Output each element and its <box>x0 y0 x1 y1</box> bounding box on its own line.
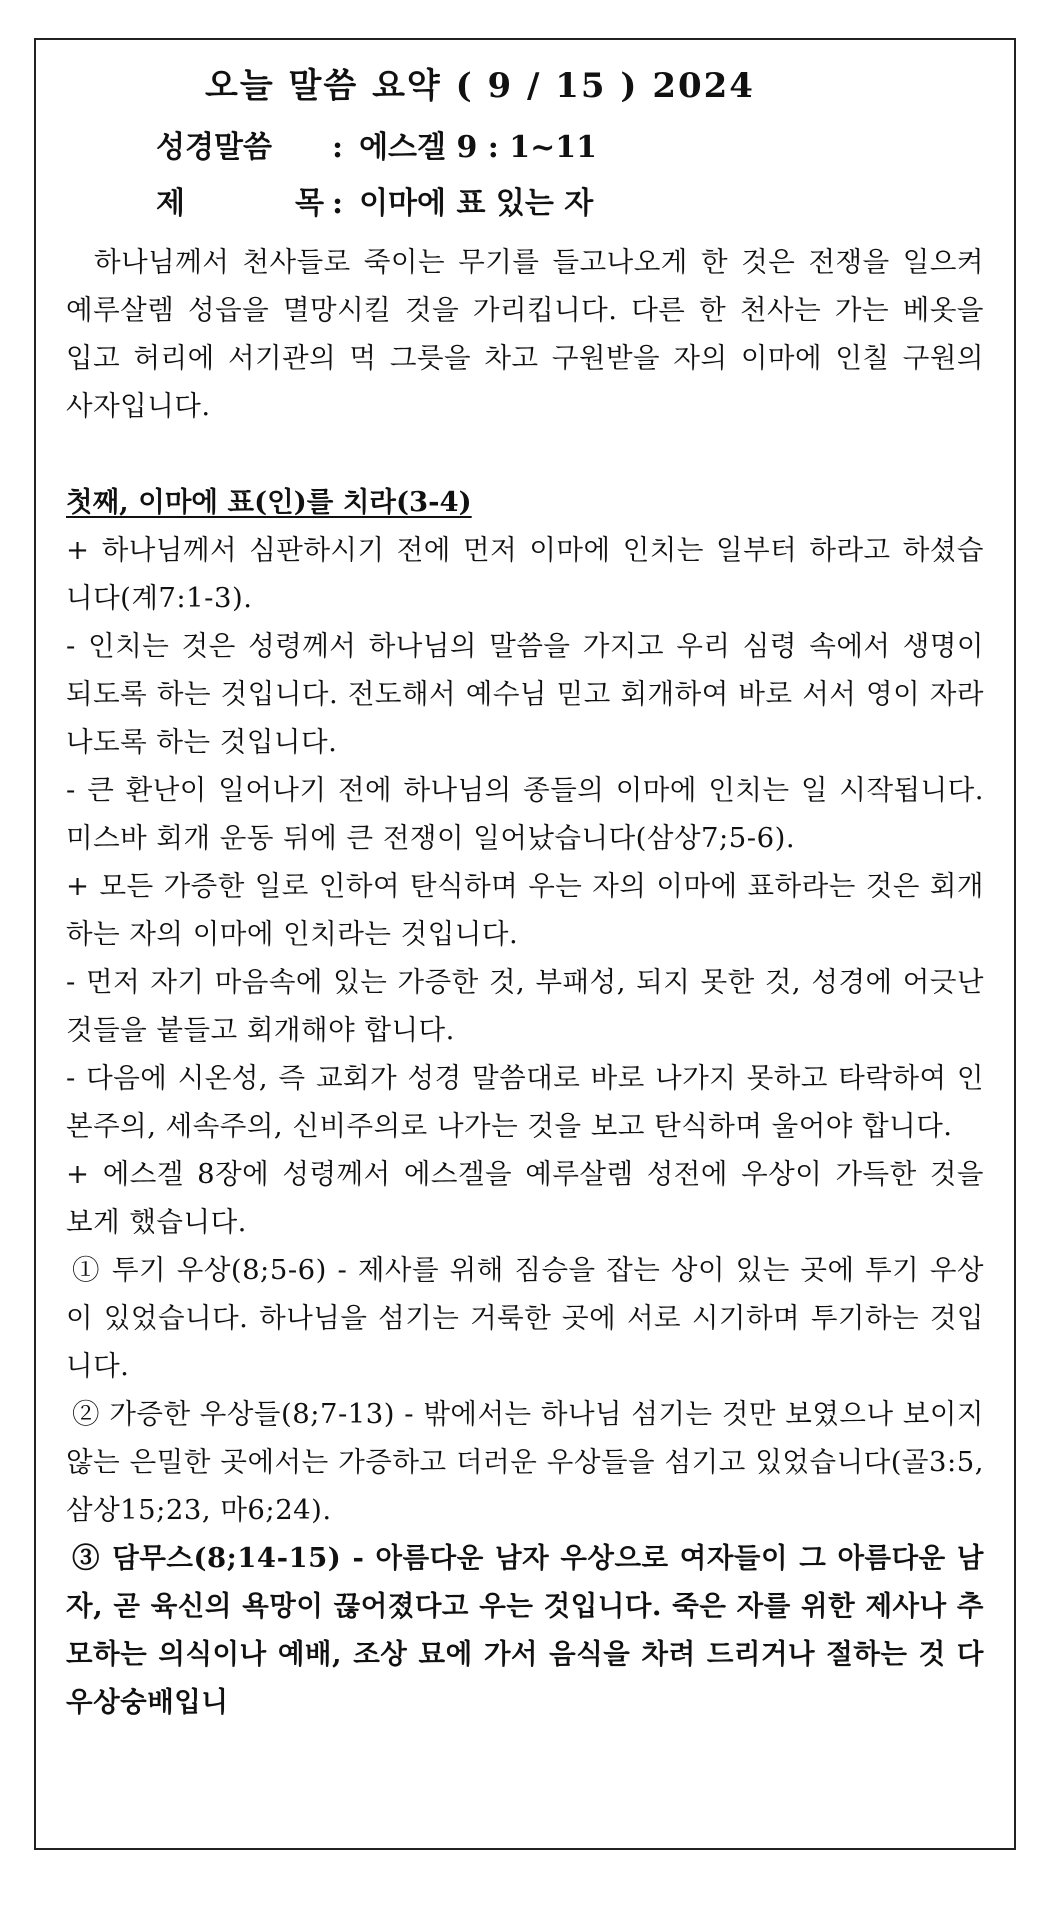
section-paragraph-7: + 에스겔 8장에 성령께서 에스겔을 예루살렘 성전에 우상이 가득한 것을 보게 했습니다. <box>66 1158 984 1238</box>
sermon-meta <box>66 120 984 232</box>
idol-item-3: ③ 담무스(8;14-15) - 아름다운 남자 우상으로 여자들이 그 아름다운 남자, 곧 육신의 욕망이 끊어졌다고 우는 것입니다. 죽은 자를 위한 제사나 추모하는 의식이나 예배, 조상 묘에 가서 음식을 차려 드리거나 절하는 것 다 우상숭배입니 <box>66 1542 984 1718</box>
section-paragraph-6: - 다음에 시온성, 즉 교회가 성경 말씀대로 바로 나가지 못하고 타락하여 인본주의, 세속주의, 신비주의로 나가는 것을 보고 탄식하며 울어야 합니다. <box>66 1062 984 1142</box>
idol-item-2: ② 가증한 우상들(8;7-13) - 밖에서는 하나님 섬기는 것만 보였으나 보이지 않는 은밀한 곳에서는 가증하고 더러운 우상들을 섬기고 있었습니다(골3:5, 삼상15;23, 마6;24). <box>66 1398 984 1526</box>
scripture-separator: : <box>332 130 344 165</box>
scripture-value: 에스겔 9 : 1~11 <box>359 130 598 165</box>
section-paragraph-1: + 하나님께서 심판하시기 전에 먼저 이마에 인치는 일부터 하라고 하셨습니다(계7:1-3). <box>66 534 984 614</box>
section-heading: 첫째, 이마에 표(인)를 치라(3-4) <box>66 486 472 518</box>
subject-separator: : <box>332 186 344 221</box>
idol-item-1: ① 투기 우상(8;5-6) - 제사를 위해 짐승을 잡는 상이 있는 곳에 투기 우상이 있었습니다. 하나님을 섬기는 거룩한 곳에 서로 시기하며 투기하는 것입니다. <box>66 1254 984 1382</box>
page-title: 오늘 말씀 요약 ( 9 / 15 ) 2024 <box>205 66 755 106</box>
spacer <box>66 430 984 478</box>
section-paragraph-2: - 인치는 것은 성령께서 하나님의 말씀을 가지고 우리 심령 속에서 생명이 되도록 하는 것입니다. 전도해서 예수님 믿고 회개하여 바로 서서 영이 자라나도록 하는 것입니다. <box>66 630 984 758</box>
subject-row <box>156 176 984 232</box>
section-paragraph-5: - 먼저 자기 마음속에 있는 가증한 것, 부패성, 되지 못한 것, 성경에 어긋난 것들을 붙들고 회개해야 합니다. <box>66 966 984 1046</box>
section-paragraph-3: - 큰 환난이 일어나기 전에 하나님의 종들의 이마에 인치는 일 시작됩니다. 미스바 회개 운동 뒤에 큰 전쟁이 일어났습니다(삼상7;5-6). <box>66 774 984 854</box>
scripture-label: 성경말씀 <box>156 130 272 165</box>
intro-paragraph: 하나님께서 천사들로 죽이는 무기를 들고나오게 한 것은 전쟁을 일으켜 예루살렘 성읍을 멸망시킬 것을 가리킵니다. 다른 한 천사는 가는 베옷을 입고 허리에 서기관의 먹 그릇을 차고 구원받을 자의 이마에 인칠 구원의 사자입니다. <box>66 246 984 422</box>
scripture-row <box>156 120 984 176</box>
section-paragraph-4: + 모든 가증한 일로 인하여 탄식하며 우는 자의 이마에 표하라는 것은 회개하는 자의 이마에 인치라는 것입니다. <box>66 870 984 950</box>
subject-label: 제 목 <box>156 186 324 221</box>
subject-value: 이마에 표 있는 자 <box>359 186 594 221</box>
sermon-summary-frame <box>34 38 1016 1850</box>
